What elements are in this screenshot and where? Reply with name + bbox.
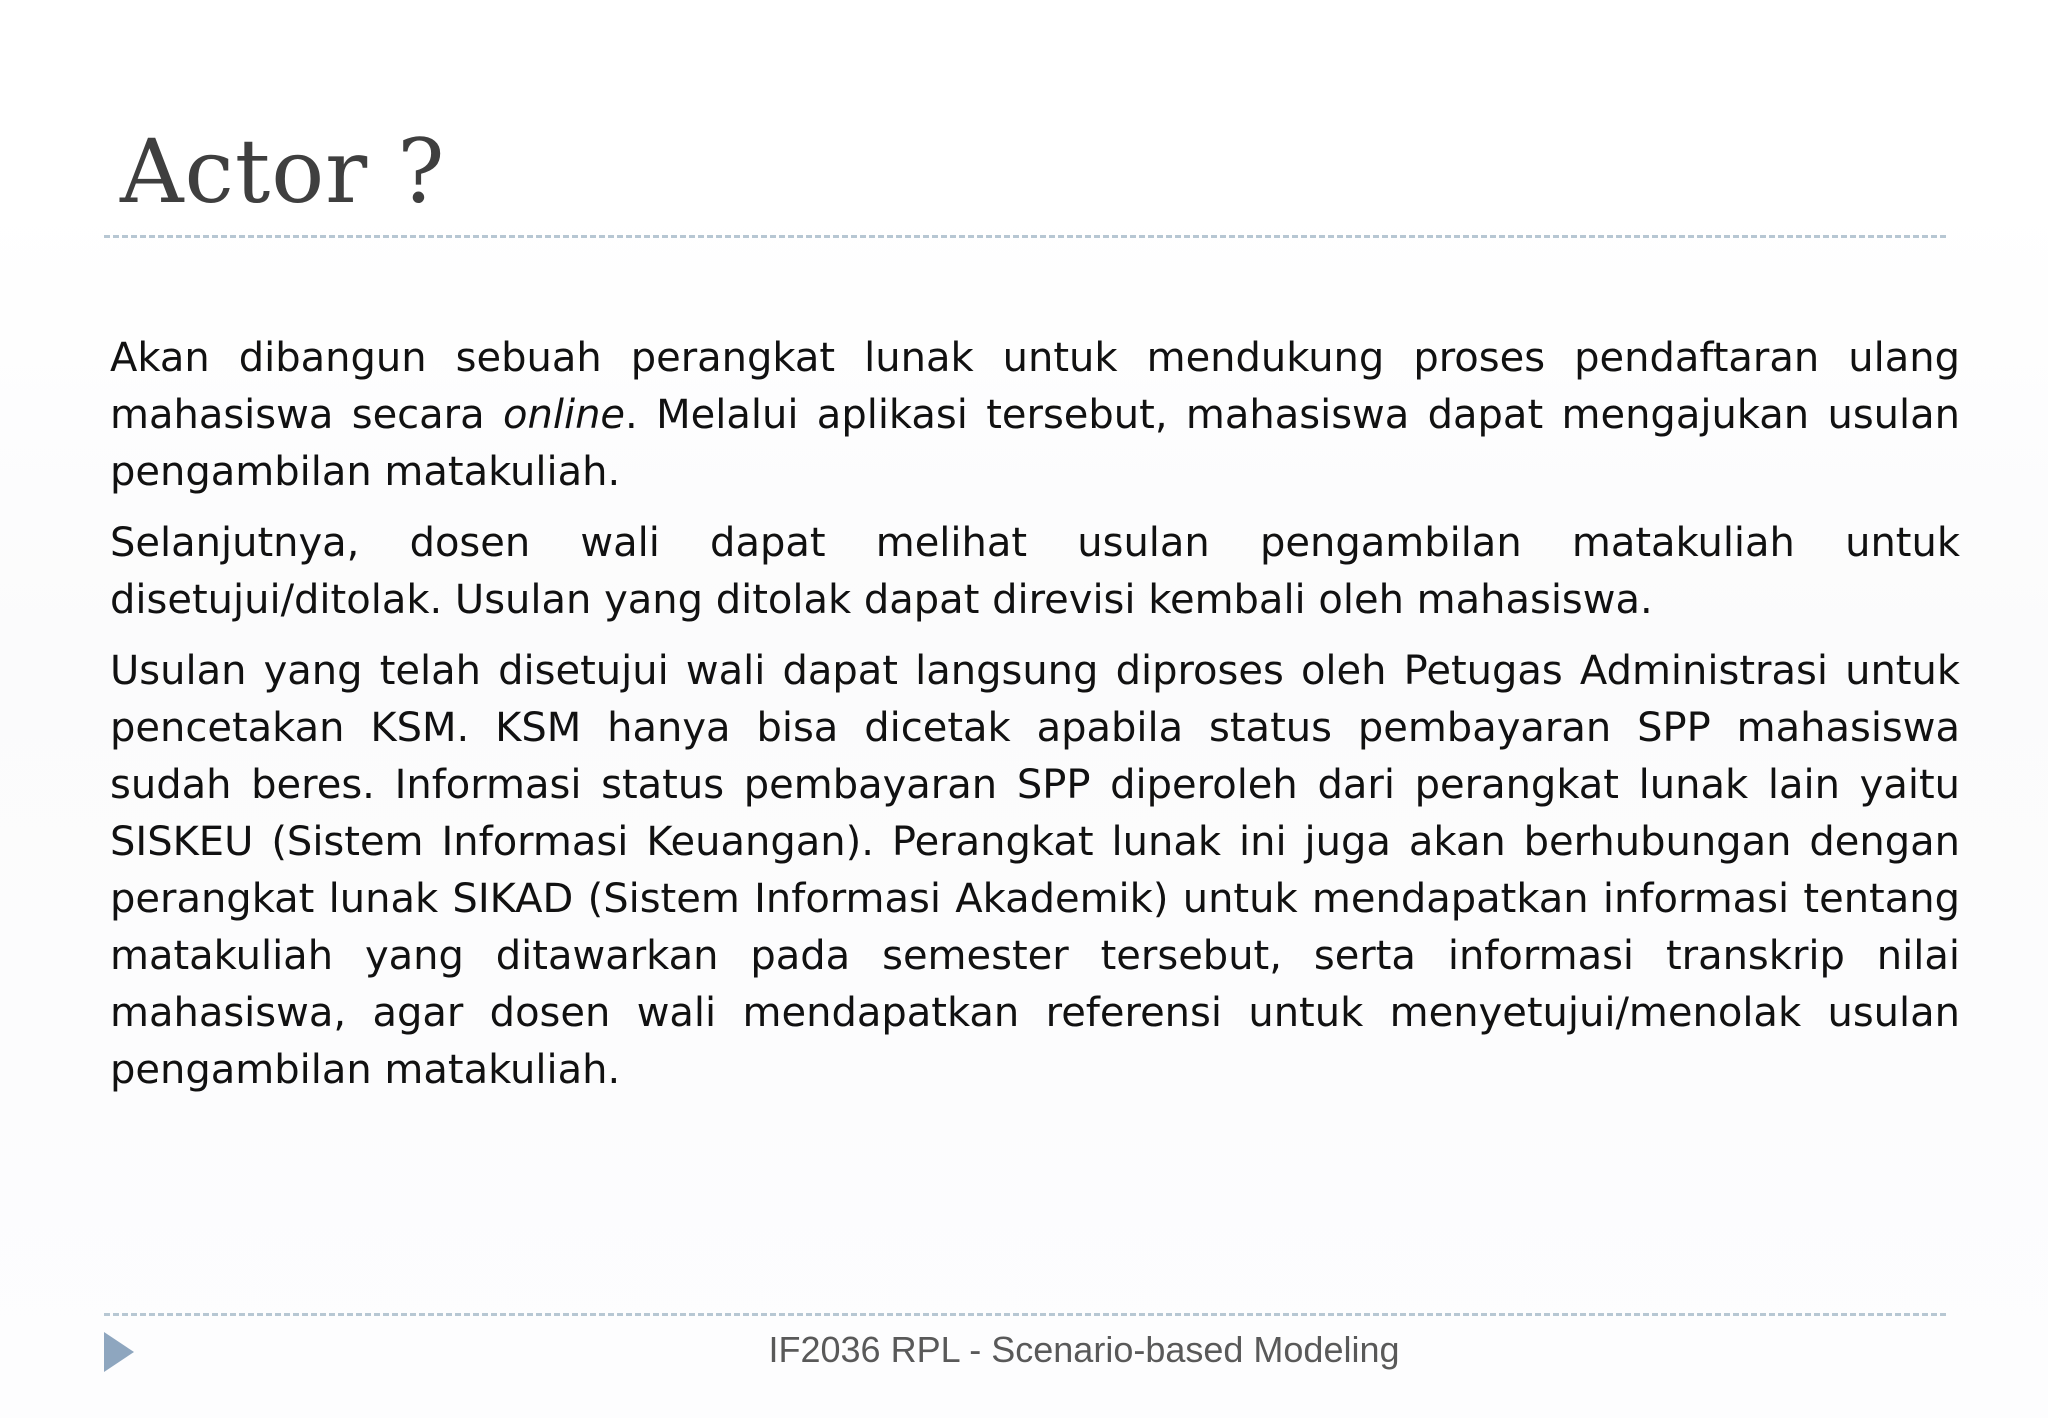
- paragraph-1-emphasis: online: [503, 392, 626, 438]
- slide-body: [110, 330, 1960, 1113]
- paragraph-1: [110, 330, 1960, 501]
- slide-title: Actor ?: [120, 120, 446, 223]
- paragraph-1-text-end: . Melalui aplikasi tersebut, mahasiswa dapat mengajukan usulan pengambilan matakuliah.: [110, 392, 1960, 495]
- paragraph-1-text-start: Akan dibangun sebuah perangkat lunak untuk mendukung proses pendaftaran ulang mahasiswa secara: [110, 335, 1960, 438]
- footer-divider: [104, 1313, 1946, 1316]
- paragraph-2: Selanjutnya, dosen wali dapat melihat usulan pengambilan matakuliah untuk disetujui/ditolak. Usulan yang ditolak dapat direvisi kembali oleh mahasiswa.: [110, 520, 1960, 623]
- title-divider: [104, 235, 1946, 238]
- slide-footer: IF2036 RPL - Scenario-based Modeling: [768, 1329, 1400, 1370]
- paragraph-3: Usulan yang telah disetujui wali dapat langsung diproses oleh Petugas Administrasi untuk pencetakan KSM. KSM hanya bisa dicetak apabila status pembayaran SPP mahasiswa sudah beres. Informasi status pembayaran SPP diperoleh dari perangkat lunak lain yaitu SISKEU (Sistem Informasi Keuangan). Perangkat lunak ini juga akan berhubungan dengan perangkat lunak SIKAD (Sistem Informasi Akademik) untuk mendapatkan informasi tentang matakuliah yang ditawarkan pada semester tersebut, serta informasi transkrip nilai mahasiswa, agar dosen wali mendapatkan referensi untuk menyetujui/menolak usulan pengambilan matakuliah.: [110, 648, 1960, 1093]
